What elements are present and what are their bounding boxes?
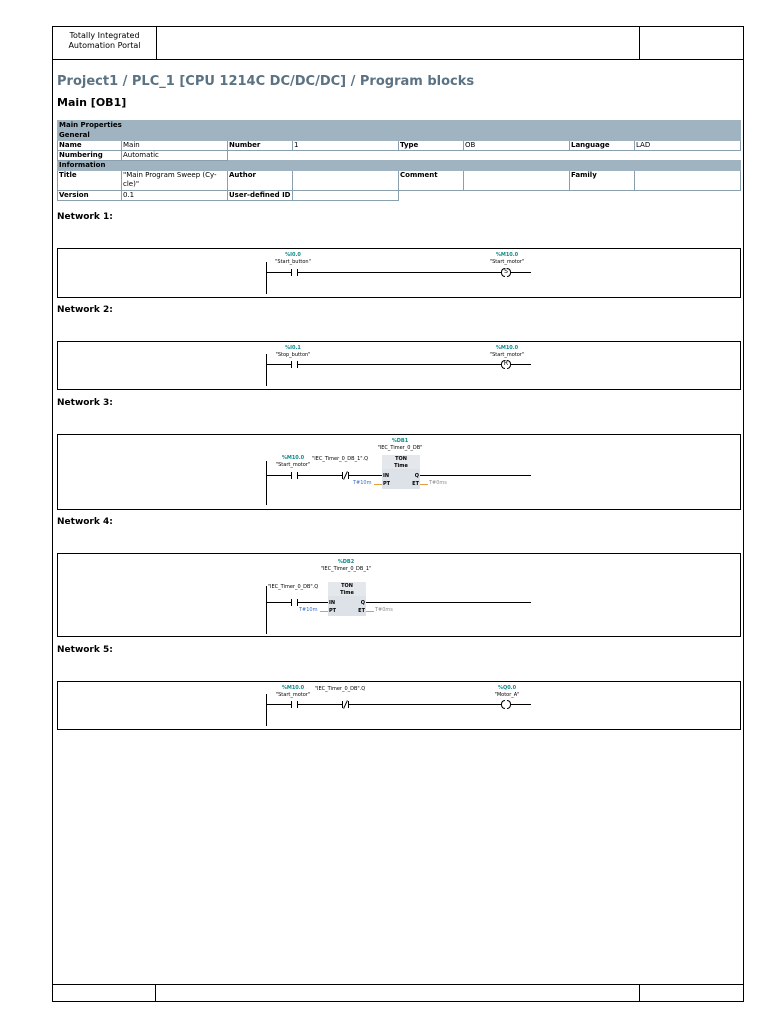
network-1-title: Network 1: — [57, 212, 113, 222]
coil-address: %Q0.0 — [497, 685, 517, 691]
ton-time: Time — [382, 462, 420, 469]
comment-value — [464, 171, 570, 191]
family-value — [635, 171, 741, 191]
ton-timer-block[interactable] — [382, 455, 420, 489]
wire — [349, 704, 502, 705]
network-2 — [57, 341, 741, 390]
wire — [298, 602, 328, 603]
no-contact-icon[interactable] — [291, 472, 298, 479]
properties-table — [57, 120, 741, 201]
numbering-label: Numbering — [58, 151, 122, 161]
coil-address: %M10.0 — [495, 252, 519, 258]
version-label: Version — [58, 191, 122, 201]
network-3 — [57, 434, 741, 510]
pt-value: T#10m — [353, 480, 372, 486]
type-label: Type — [399, 141, 464, 151]
language-value: LAD — [635, 141, 741, 151]
footer-divider-right — [639, 985, 640, 1001]
wire — [511, 272, 531, 273]
title-label: Title — [58, 171, 122, 191]
family-label: Family — [570, 171, 635, 191]
no-contact-icon[interactable] — [291, 269, 298, 276]
power-rail — [266, 262, 267, 294]
main-properties-band: Main Properties — [58, 121, 741, 131]
nc-contact-tag: "IEC_Timer_0_DB_1".Q — [311, 456, 369, 462]
coil-address: %M10.0 — [495, 345, 519, 351]
network-5-title: Network 5: — [57, 645, 113, 655]
blank-cell — [228, 151, 741, 161]
name-label: Name — [58, 141, 122, 151]
wire — [266, 602, 292, 603]
contact-address: %I0.0 — [285, 252, 301, 258]
network-4-title: Network 4: — [57, 517, 113, 527]
userid-value — [293, 191, 399, 201]
pin-q: Q — [360, 600, 365, 606]
version-value: 0.1 — [122, 191, 228, 201]
et-wire — [366, 611, 374, 612]
wire — [298, 704, 342, 705]
ton-type: TON — [382, 455, 420, 462]
numbering-value: Automatic — [122, 151, 228, 161]
blank-cell — [399, 191, 741, 201]
reset-coil-icon[interactable]: R — [501, 360, 511, 368]
set-coil-icon[interactable]: S — [501, 268, 511, 276]
wire — [266, 475, 292, 476]
title-value: "Main Program Sweep (Cy-cle)" — [122, 171, 228, 191]
number-label: Number — [228, 141, 293, 151]
wire — [266, 272, 292, 273]
author-value — [293, 171, 399, 191]
et-wire — [420, 484, 428, 485]
pt-wire — [320, 611, 328, 612]
information-band: Information — [58, 161, 741, 171]
pin-q: Q — [414, 473, 419, 479]
pt-wire — [374, 484, 382, 485]
nc-contact-icon[interactable] — [342, 472, 349, 479]
portal-line-1: Totally Integrated — [69, 31, 140, 40]
portal-line-2: Automation Portal — [68, 41, 141, 50]
contact-tag: "Start_motor" — [275, 462, 311, 468]
output-coil-icon[interactable] — [501, 700, 511, 708]
wire — [349, 475, 382, 476]
nc-contact-tag: "IEC_Timer_0_DB".Q — [314, 686, 366, 692]
contact-address: %M10.0 — [281, 685, 305, 691]
contact-tag: "IEC_Timer_0_DB".Q — [267, 584, 319, 590]
power-rail — [266, 586, 267, 634]
et-value: T#0ms — [429, 480, 447, 486]
db-tag: "IEC_Timer_0_DB" — [377, 445, 423, 451]
network-4 — [57, 553, 741, 637]
comment-label: Comment — [399, 171, 464, 191]
network-1 — [57, 248, 741, 298]
db-address: %DB2 — [337, 559, 355, 565]
portal-label — [53, 27, 157, 59]
no-contact-icon[interactable] — [291, 599, 298, 606]
pin-et: ET — [358, 608, 365, 614]
wire — [298, 272, 502, 273]
wire — [298, 364, 502, 365]
wire — [298, 475, 342, 476]
pin-in: IN — [383, 473, 390, 479]
name-value: Main — [122, 141, 228, 151]
no-contact-icon[interactable] — [291, 701, 298, 708]
page-header — [53, 27, 743, 60]
contact-tag: "Start_motor" — [275, 692, 311, 698]
pin-et: ET — [412, 481, 419, 487]
block-title: Main [OB1] — [57, 96, 127, 109]
coil-tag: "Start_motor" — [489, 259, 525, 265]
wire — [511, 364, 531, 365]
author-label: Author — [228, 171, 293, 191]
db-tag: "IEC_Timer_0_DB_1" — [320, 566, 372, 572]
wire — [511, 704, 531, 705]
project-path: Project1 / PLC_1 [CPU 1214C DC/DC/DC] / Program blocks — [57, 74, 475, 89]
nc-contact-icon[interactable] — [342, 701, 349, 708]
pin-pt: PT — [383, 481, 391, 487]
contact-tag: "Start_button" — [275, 259, 311, 265]
userid-label: User-defined ID — [229, 191, 291, 199]
contact-tag: "Stop_button" — [275, 352, 311, 358]
language-label: Language — [570, 141, 635, 151]
wire — [420, 475, 531, 476]
coil-tag: "Start_motor" — [489, 352, 525, 358]
ton-time: Time — [328, 589, 366, 596]
page-footer — [53, 984, 743, 1001]
power-rail — [266, 354, 267, 386]
type-value: OB — [464, 141, 570, 151]
ton-type: TON — [328, 582, 366, 589]
db-address: %DB1 — [391, 438, 409, 444]
network-5 — [57, 681, 741, 730]
no-contact-icon[interactable] — [291, 361, 298, 368]
footer-divider-left — [155, 985, 156, 1001]
contact-address: %I0.1 — [285, 345, 301, 351]
pt-value: T#10m — [299, 607, 318, 613]
wire — [366, 602, 531, 603]
number-value: 1 — [293, 141, 399, 151]
header-divider — [639, 27, 640, 59]
network-2-title: Network 2: — [57, 305, 113, 315]
coil-tag: "Motor_A" — [494, 692, 520, 698]
network-3-title: Network 3: — [57, 398, 113, 408]
wire — [266, 704, 292, 705]
wire — [266, 364, 292, 365]
ton-timer-block[interactable] — [328, 582, 366, 616]
contact-address: %M10.0 — [281, 455, 305, 461]
pin-in: IN — [329, 600, 336, 606]
general-band: General — [58, 131, 741, 141]
et-value: T#0ms — [375, 607, 393, 613]
power-rail — [266, 694, 267, 726]
pin-pt: PT — [329, 608, 337, 614]
